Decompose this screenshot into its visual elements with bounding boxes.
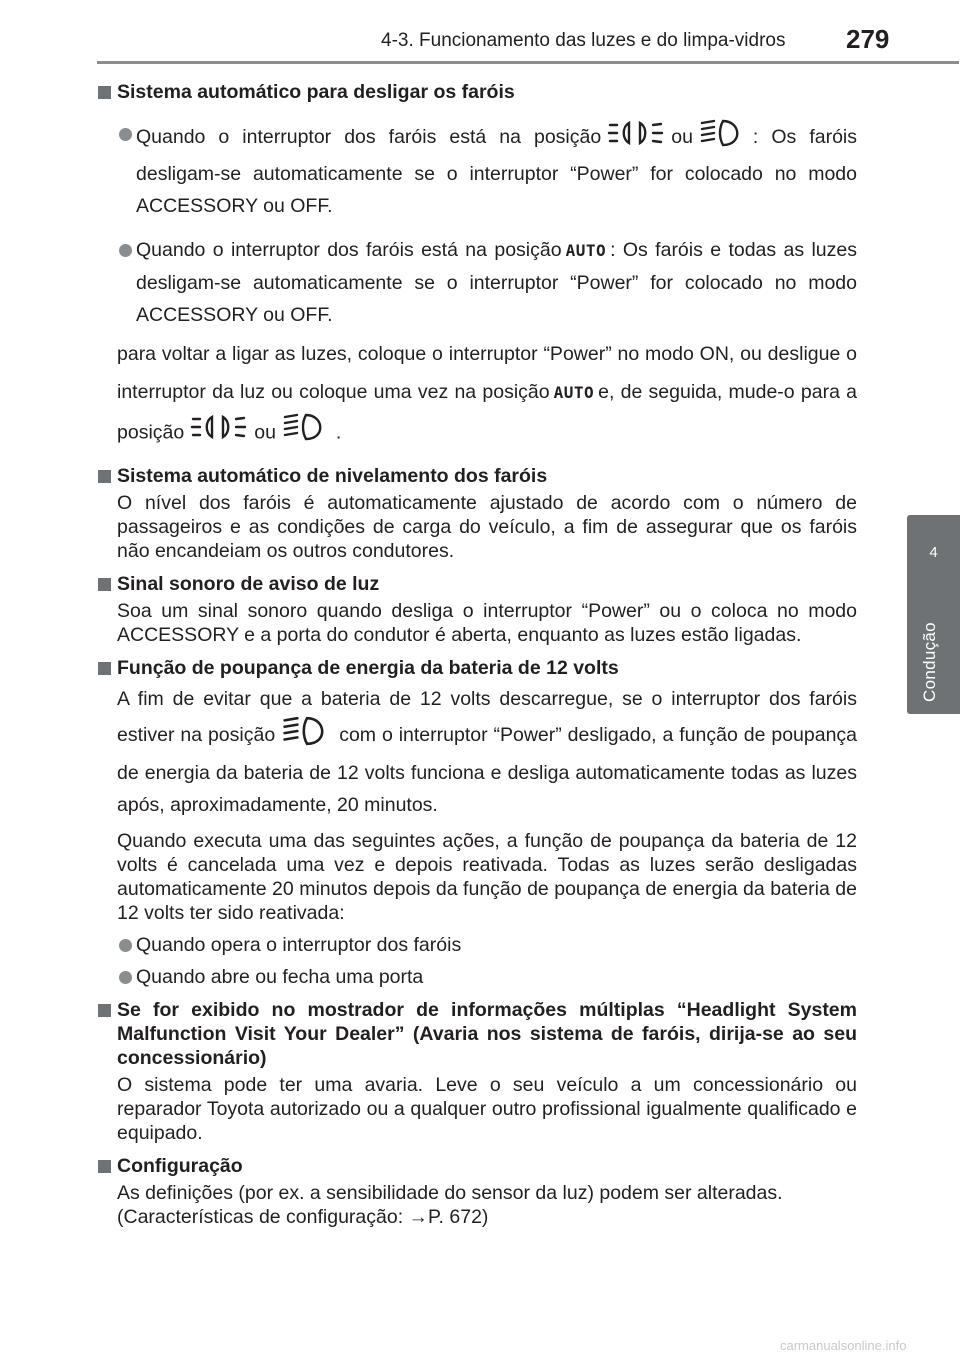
- header-rule: [97, 61, 959, 64]
- square-bullet-icon: [98, 470, 111, 483]
- list-item: Quando o interruptor dos faróis está na posição ou : Os faróis desligam-se automaticamente se o interruptor “Power” for colocado no modo ACCESSORY ou OFF.: [97, 118, 857, 222]
- parking-lights-icon: [607, 119, 665, 157]
- headlight-low-beam-icon: [281, 715, 333, 757]
- section-body: O sistema pode ter uma avaria. Leve o seu veículo a um concessionário ou reparador Toyota autorizado ou a qualquer outro profissional igualmente qualificado e equipado.: [117, 1074, 857, 1144]
- list-item: Quando abre ou fecha uma porta: [97, 965, 857, 989]
- page-header: [0, 0, 960, 60]
- list-item: Quando opera o interruptor dos faróis: [97, 933, 857, 957]
- round-bullet-icon: [119, 971, 132, 984]
- round-bullet-icon: [119, 244, 132, 257]
- chapter-tab: [907, 515, 960, 714]
- round-bullet-icon: [119, 128, 132, 141]
- section-body: Quando executa uma das seguintes ações, a função de poupança da bateria de 12 volts é cancelada uma vez e depois reativada. Todas as luzes serão desligadas automaticamente 20 minutos depois da função de poupança de energia da bateria de 12 volts ter sido reativada:: [117, 830, 857, 924]
- section-warning-buzzer: [97, 572, 857, 647]
- watermark-url: carmanualsonline.info: [780, 1338, 907, 1353]
- square-bullet-icon: [98, 662, 111, 675]
- chapter-label: Condução: [920, 622, 939, 702]
- section-heading: Sistema automático para desligar os faróis: [97, 80, 857, 104]
- section-malfunction: [97, 998, 857, 1145]
- page-reference-link[interactable]: (Características de configuração: →P. 672): [117, 1206, 489, 1228]
- section-heading: Sinal sonoro de aviso de luz: [97, 572, 857, 596]
- square-bullet-icon: [98, 1160, 111, 1173]
- note-text: para voltar a ligar as luzes, coloque o interruptor “Power” no modo ON, ou desligue o interruptor da luz ou coloque uma vez na posição AUTO e, de seguida, mude-o para a posição ou .: [97, 335, 857, 455]
- auto-position-label: AUTO: [553, 383, 595, 402]
- section-battery-saver: [97, 656, 857, 989]
- section-customization: [97, 1154, 857, 1229]
- square-bullet-icon: [98, 1004, 111, 1017]
- headlight-low-beam-icon: [699, 118, 747, 158]
- headlight-low-beam-icon: [282, 412, 330, 455]
- auto-position-label: AUTO: [565, 241, 607, 260]
- round-bullet-icon: [119, 939, 132, 952]
- section-heading: Se for exibido no mostrador de informações múltiplas “Headlight System Malfunction Visit Your Dealer” (Avaria nos sistema de faróis, dirija-se ao seu concessionário): [97, 998, 857, 1070]
- section-auto-off: [97, 80, 857, 455]
- page-number: 279: [846, 24, 890, 54]
- section-body: As definições (por ex. a sensibilidade do sensor da luz) podem ser alteradas.: [117, 1182, 783, 1204]
- section-leveling: [97, 464, 857, 563]
- chapter-number: 4: [929, 544, 938, 561]
- section-heading: Função de poupança de energia da bateria de 12 volts: [97, 656, 857, 680]
- square-bullet-icon: [98, 86, 111, 99]
- section-title: 4-3. Funcionamento das luzes e do limpa-vidros: [381, 30, 786, 51]
- section-body: Soa um sinal sonoro quando desliga o interruptor “Power” ou o coloca no modo ACCESSORY e a porta do condutor é aberta, enquanto as luzes estão ligadas.: [117, 600, 857, 646]
- square-bullet-icon: [98, 578, 111, 591]
- parking-lights-icon: [190, 413, 248, 454]
- section-heading: Sistema automático de nivelamento dos faróis: [97, 464, 857, 488]
- section-body: O nível dos faróis é automaticamente ajustado de acordo com o número de passageiros e as condições de carga do veículo, a fim de assegurar que os faróis não encandeiam os outros condutores.: [117, 492, 857, 562]
- section-body: A fim de evitar que a bateria de 12 volts descarregue, se o interruptor dos faróis estiver na posição com o interruptor “Power” desligado, a função de poupança de energia da bateria de 12 volts funciona e desliga automaticamente todas as luzes após, aproximadamente, 20 minutos.: [117, 688, 858, 816]
- list-item: Quando o interruptor dos faróis está na posição AUTO : Os faróis e todas as luzes desligam-se automaticamente se o interruptor “Power” for colocado no modo ACCESSORY ou OFF.: [97, 234, 857, 331]
- page-content: [97, 76, 857, 1229]
- section-heading: Configuração: [97, 1154, 857, 1178]
